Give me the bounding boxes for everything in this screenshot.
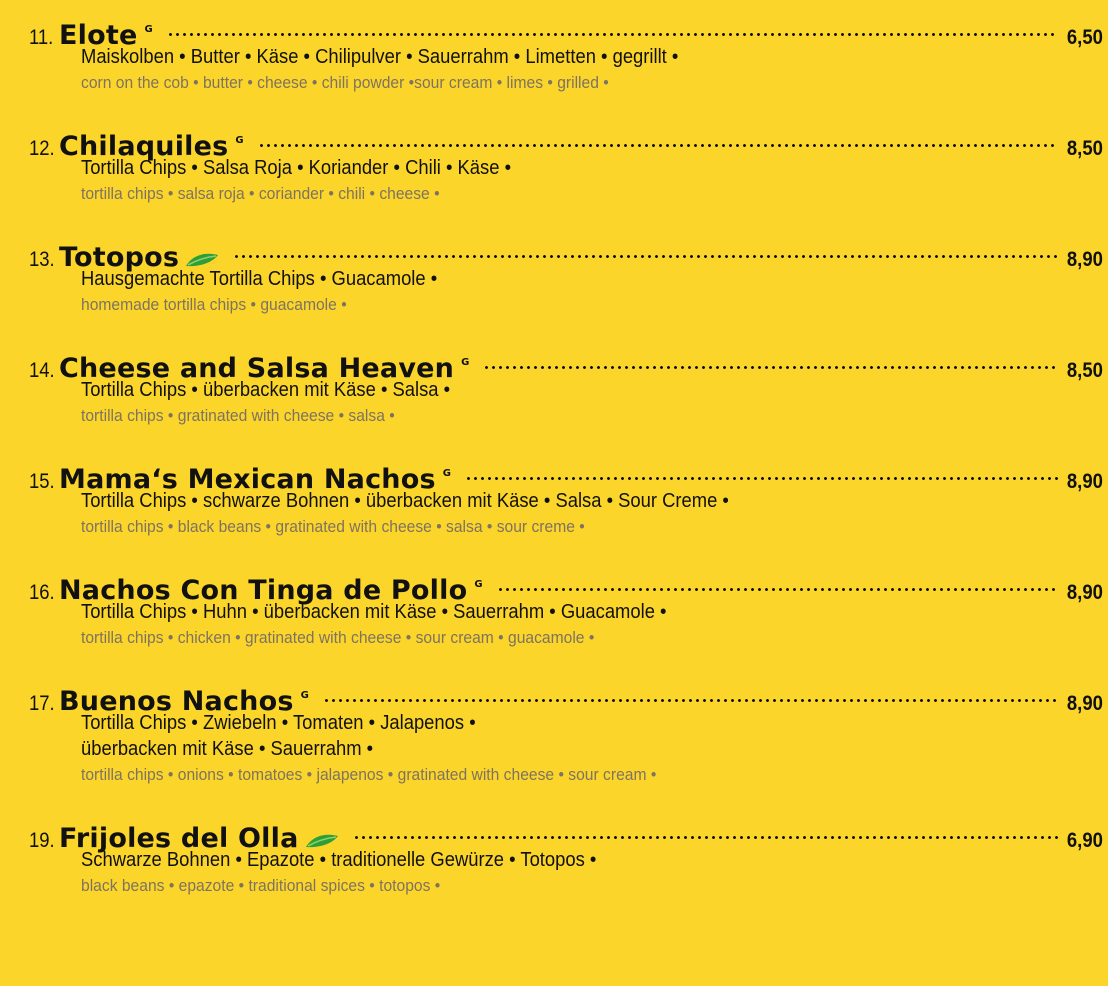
item-description-en: black beans • epazote • traditional spices • totopos • bbox=[81, 876, 441, 895]
menu-item bbox=[29, 222, 1103, 317]
item-name: Chilaquiles bbox=[59, 131, 229, 162]
item-price: 8,90 bbox=[1067, 248, 1103, 271]
item-description-en: tortilla chips • salsa roja • coriander • chili • cheese • bbox=[81, 184, 440, 203]
item-price: 8,50 bbox=[1067, 359, 1103, 382]
item-description-de: Tortilla Chips • Salsa Roja • Koriander • Chili • Käse • bbox=[81, 157, 512, 179]
dot-leader bbox=[483, 333, 1058, 377]
dot-leader bbox=[258, 111, 1058, 155]
item-price: 8,90 bbox=[1067, 581, 1103, 604]
allergen-mark: G bbox=[144, 24, 153, 35]
item-number: 11. bbox=[29, 26, 54, 49]
menu-item bbox=[29, 111, 1103, 206]
dot-leader bbox=[323, 666, 1058, 710]
allergen-mark: G bbox=[300, 690, 309, 701]
item-name: Frijoles del Olla bbox=[59, 823, 299, 854]
item-description-en: tortilla chips • gratinated with cheese • salsa • bbox=[81, 406, 395, 425]
item-description-de: Tortilla Chips • schwarze Bohnen • überbacken mit Käse • Salsa • Sour Creme • bbox=[81, 490, 729, 512]
item-name: Cheese and Salsa Heaven bbox=[59, 353, 455, 384]
item-description-de: Hausgemachte Tortilla Chips • Guacamole • bbox=[81, 268, 438, 290]
item-price: 6,50 bbox=[1067, 26, 1103, 49]
menu-item bbox=[29, 333, 1103, 428]
dot-leader bbox=[167, 0, 1058, 44]
item-description-de: Tortilla Chips • überbacken mit Käse • Salsa • bbox=[81, 379, 451, 401]
item-price: 6,90 bbox=[1067, 829, 1103, 852]
menu-item-header bbox=[29, 803, 1103, 854]
menu-item-header bbox=[29, 555, 1103, 606]
item-price: 8,50 bbox=[1067, 137, 1103, 160]
menu-item bbox=[29, 444, 1103, 539]
item-description-en: tortilla chips • onions • tomatoes • jalapenos • gratinated with cheese • sour cream • bbox=[81, 765, 657, 784]
menu-item bbox=[29, 803, 1103, 898]
allergen-mark: G bbox=[442, 468, 451, 479]
allergen-mark: G bbox=[235, 135, 244, 146]
allergen-mark: G bbox=[474, 579, 483, 590]
dot-leader bbox=[353, 803, 1059, 847]
item-description-de: Schwarze Bohnen • Epazote • traditionelle Gewürze • Totopos • bbox=[81, 849, 597, 871]
menu-item bbox=[29, 555, 1103, 650]
menu-item-header bbox=[29, 444, 1103, 495]
item-name: Nachos Con Tinga de Pollo bbox=[59, 575, 468, 606]
menu-item-header bbox=[29, 0, 1103, 51]
item-description-en: tortilla chips • chicken • gratinated with cheese • sour cream • guacamole • bbox=[81, 628, 595, 647]
item-description-en: corn on the cob • butter • cheese • chili powder •sour cream • limes • grilled • bbox=[81, 73, 609, 92]
item-price: 8,90 bbox=[1067, 692, 1103, 715]
item-number: 19. bbox=[29, 829, 55, 852]
allergen-mark: G bbox=[461, 357, 470, 368]
item-name: Mama‘s Mexican Nachos bbox=[59, 464, 436, 495]
item-description-de: überbacken mit Käse • Sauerrahm • bbox=[81, 738, 374, 760]
item-number: 12. bbox=[29, 137, 55, 160]
menu-item-header bbox=[29, 111, 1103, 162]
item-description-en: tortilla chips • black beans • gratinated with cheese • salsa • sour creme • bbox=[81, 517, 585, 536]
item-name: Buenos Nachos bbox=[59, 686, 294, 717]
menu-item-header bbox=[29, 222, 1103, 273]
item-description-de: Tortilla Chips • Zwiebeln • Tomaten • Jalapenos • bbox=[81, 712, 476, 734]
item-name: Elote bbox=[59, 20, 138, 51]
item-description-en: homemade tortilla chips • guacamole • bbox=[81, 295, 347, 314]
item-description-de: Maiskolben • Butter • Käse • Chilipulver • Sauerrahm • Limetten • gegrillt • bbox=[81, 46, 679, 68]
item-price: 8,90 bbox=[1067, 470, 1103, 493]
menu-item bbox=[29, 0, 1103, 95]
dot-leader bbox=[233, 222, 1058, 266]
item-name: Totopos bbox=[59, 242, 180, 273]
menu-item-header bbox=[29, 333, 1103, 384]
item-number: 17. bbox=[29, 692, 55, 715]
menu-item bbox=[29, 666, 1103, 787]
item-number: 16. bbox=[29, 581, 55, 604]
item-number: 15. bbox=[29, 470, 55, 493]
dot-leader bbox=[465, 444, 1058, 488]
dot-leader bbox=[497, 555, 1059, 599]
menu-item-header bbox=[29, 666, 1103, 717]
item-number: 14. bbox=[29, 359, 55, 382]
item-description-de: Tortilla Chips • Huhn • überbacken mit Käse • Sauerrahm • Guacamole • bbox=[81, 601, 667, 623]
item-number: 13. bbox=[29, 248, 55, 271]
